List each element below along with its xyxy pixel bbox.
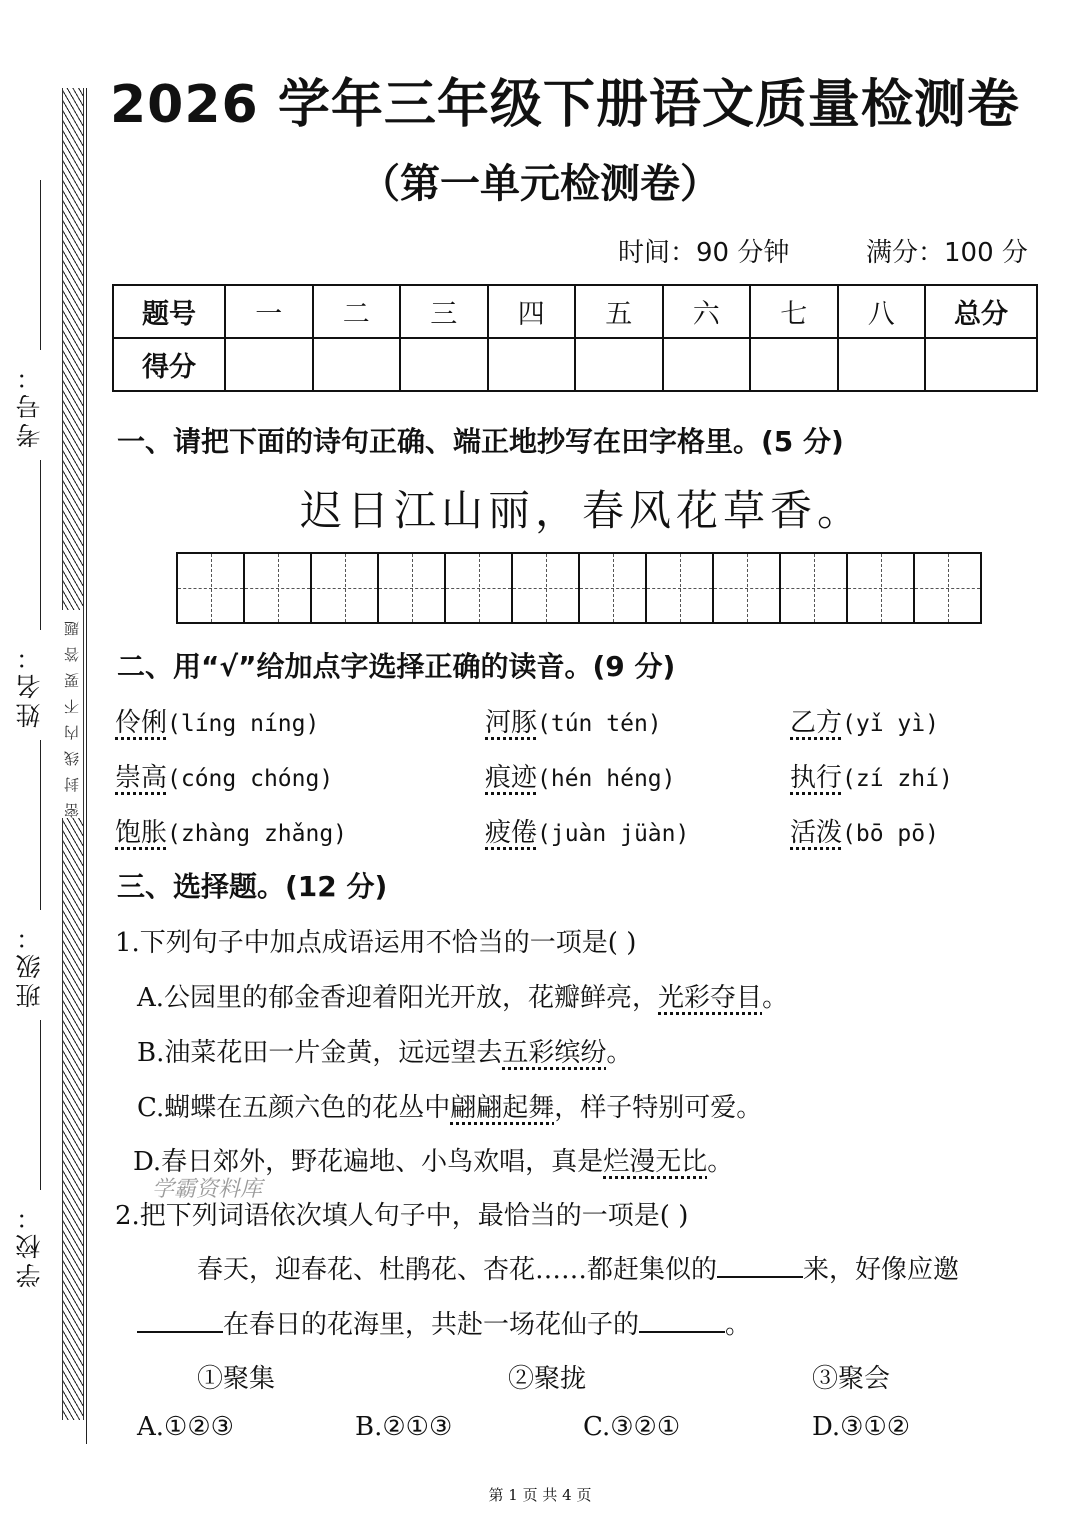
q3-1-option-b[interactable] <box>137 1032 632 1069</box>
table-cell: 八 <box>838 285 926 338</box>
pinyin-item <box>790 702 939 739</box>
table-cell: 一 <box>225 285 313 338</box>
q3-1-stem: 1.下列句子中加点成语运用不恰当的一项是( ) <box>115 928 637 958</box>
page-title: 2026 学年三年级下册语文质量检测卷 <box>110 75 1020 135</box>
pinyin-options[interactable]: (zí zhí) <box>842 766 953 792</box>
passage-text: 在春日的花海里，共赴一场花仙子的 <box>223 1310 640 1340</box>
seal-notice: 密封线内不要答题 <box>63 610 81 818</box>
answer-option-b[interactable]: B.②①③ <box>355 1412 453 1442</box>
score-input-cell[interactable] <box>575 338 663 391</box>
exam-time: 时间：90 分钟 <box>618 238 790 268</box>
score-table-score-row <box>113 338 1037 391</box>
score-input-cell[interactable] <box>225 338 313 391</box>
tianzi-grid <box>176 552 982 624</box>
word-choice: ①聚集 <box>197 1364 276 1394</box>
word-choice: ③聚会 <box>812 1364 891 1394</box>
table-cell: 总分 <box>925 285 1037 338</box>
score-table <box>112 284 1038 392</box>
table-cell: 题号 <box>113 285 225 338</box>
passage-text: 。 <box>725 1310 752 1340</box>
score-input-cell[interactable] <box>488 338 576 391</box>
pinyin-word: 河豚 <box>485 708 538 738</box>
page-subtitle: （第一单元检测卷） <box>360 161 720 207</box>
class-label: 班级： <box>15 921 44 1009</box>
fill-blank[interactable] <box>639 1309 725 1333</box>
q2-heading: 二、用“√”给加点字选择正确的读音。(9 分) <box>117 650 676 683</box>
q3-1-option-c[interactable] <box>137 1087 762 1124</box>
q3-2-passage-line2 <box>137 1304 751 1341</box>
tianzi-cell[interactable] <box>848 554 915 622</box>
exam-no-line <box>40 180 41 350</box>
score-input-cell[interactable] <box>400 338 488 391</box>
watermark: 学霸资料库 <box>152 1177 263 1202</box>
table-cell: 七 <box>750 285 838 338</box>
tianzi-cell[interactable] <box>312 554 379 622</box>
fill-blank[interactable] <box>137 1309 223 1333</box>
pinyin-options[interactable]: (zhàng zhǎng) <box>167 821 348 847</box>
table-cell: 三 <box>400 285 488 338</box>
idiom: 五彩缤纷 <box>502 1038 607 1068</box>
option-text: 。 <box>762 983 789 1013</box>
option-text: 。 <box>606 1038 633 1068</box>
answer-option-c[interactable]: C.③②① <box>583 1412 681 1442</box>
pinyin-word: 执行 <box>790 763 843 793</box>
score-input-cell[interactable] <box>663 338 751 391</box>
pinyin-item <box>115 812 347 849</box>
q1-heading: 一、请把下面的诗句正确、端正地抄写在田字格里。(5 分) <box>117 425 844 458</box>
school-line <box>40 1020 41 1190</box>
option-text: A.公园里的郁金香迎着阳光开放，花瓣鲜亮， <box>137 983 659 1013</box>
pinyin-options[interactable]: (hén héng) <box>537 766 676 792</box>
pinyin-word: 伶俐 <box>115 708 168 738</box>
idiom: 烂漫无比 <box>603 1147 708 1177</box>
binding-line <box>86 88 87 1444</box>
tianzi-cell[interactable] <box>446 554 513 622</box>
pinyin-item <box>485 812 689 849</box>
tianzi-cell[interactable] <box>513 554 580 622</box>
word-choice: ②聚拢 <box>508 1364 587 1394</box>
pinyin-word: 崇高 <box>115 763 168 793</box>
tianzi-cell[interactable] <box>647 554 714 622</box>
pinyin-options[interactable]: (bō pō) <box>842 821 939 847</box>
q3-2-passage-line1 <box>197 1249 959 1286</box>
class-line <box>40 740 41 910</box>
passage-text: 春天，迎春花、杜鹃花、杏花……都赶集似的 <box>197 1255 718 1285</box>
pinyin-options[interactable]: (yǐ yì) <box>842 711 939 737</box>
passage-text: 来，好像应邀 <box>803 1255 960 1285</box>
pinyin-options[interactable]: (tún tén) <box>537 711 662 737</box>
pinyin-word: 痕迹 <box>485 763 538 793</box>
score-table-header-row <box>113 285 1037 338</box>
pinyin-options[interactable]: (cóng chóng) <box>167 766 334 792</box>
pinyin-word: 饱胀 <box>115 818 168 848</box>
table-cell: 六 <box>663 285 751 338</box>
q3-2-stem: 2.把下列词语依次填人句子中，最恰当的一项是( ) <box>115 1201 689 1231</box>
tianzi-cell[interactable] <box>915 554 982 622</box>
pinyin-options[interactable]: (líng níng) <box>167 711 320 737</box>
option-text: C.蝴蝶在五颜六色的花丛中 <box>137 1093 451 1123</box>
q3-heading: 三、选择题。(12 分) <box>117 870 388 903</box>
answer-option-a[interactable]: A.①②③ <box>137 1412 234 1442</box>
pinyin-word: 活泼 <box>790 818 843 848</box>
exam-no-label: 考号： <box>15 361 44 449</box>
name-label: 姓名： <box>15 641 44 729</box>
pinyin-item <box>790 812 939 849</box>
school-label: 学校： <box>15 1201 44 1289</box>
pinyin-item <box>115 757 333 794</box>
tianzi-cell[interactable] <box>379 554 446 622</box>
tianzi-cell[interactable] <box>781 554 848 622</box>
answer-option-d[interactable]: D.③①② <box>812 1412 911 1442</box>
table-cell: 四 <box>488 285 576 338</box>
tianzi-cell[interactable] <box>245 554 312 622</box>
table-cell: 得分 <box>113 338 225 391</box>
table-cell: 二 <box>313 285 401 338</box>
option-text: B.油菜花田一片金黄，远远望去 <box>137 1038 503 1068</box>
option-text: 。 <box>707 1147 734 1177</box>
tianzi-cell[interactable] <box>714 554 781 622</box>
pinyin-options[interactable]: (juàn jüàn) <box>537 821 690 847</box>
poem-line: 迟日江山丽，春风花草香。 <box>300 486 865 535</box>
score-input-cell[interactable] <box>925 338 1037 391</box>
fill-blank[interactable] <box>717 1254 803 1278</box>
table-cell: 五 <box>575 285 663 338</box>
name-line <box>40 460 41 630</box>
tianzi-cell[interactable] <box>580 554 647 622</box>
idiom: 光彩夺目 <box>658 983 763 1013</box>
idiom: 翩翩起舞 <box>450 1093 555 1123</box>
q3-1-option-a[interactable] <box>137 977 788 1014</box>
page-footer: 第 1 页 共 4 页 <box>488 1486 592 1504</box>
pinyin-item <box>485 757 676 794</box>
pinyin-word: 乙方 <box>790 708 843 738</box>
pinyin-item <box>790 757 953 794</box>
full-score: 满分：100 分 <box>866 238 1028 268</box>
pinyin-item <box>485 702 662 739</box>
option-text: ，样子特别可爱。 <box>554 1093 763 1123</box>
score-input-cell[interactable] <box>313 338 401 391</box>
pinyin-word: 疲倦 <box>485 818 538 848</box>
tianzi-cell[interactable] <box>178 554 245 622</box>
score-input-cell[interactable] <box>750 338 838 391</box>
pinyin-item <box>115 702 319 739</box>
option-text: D.春日郊外，野花遍地、小鸟欢唱，真是 <box>133 1147 604 1177</box>
score-input-cell[interactable] <box>838 338 926 391</box>
